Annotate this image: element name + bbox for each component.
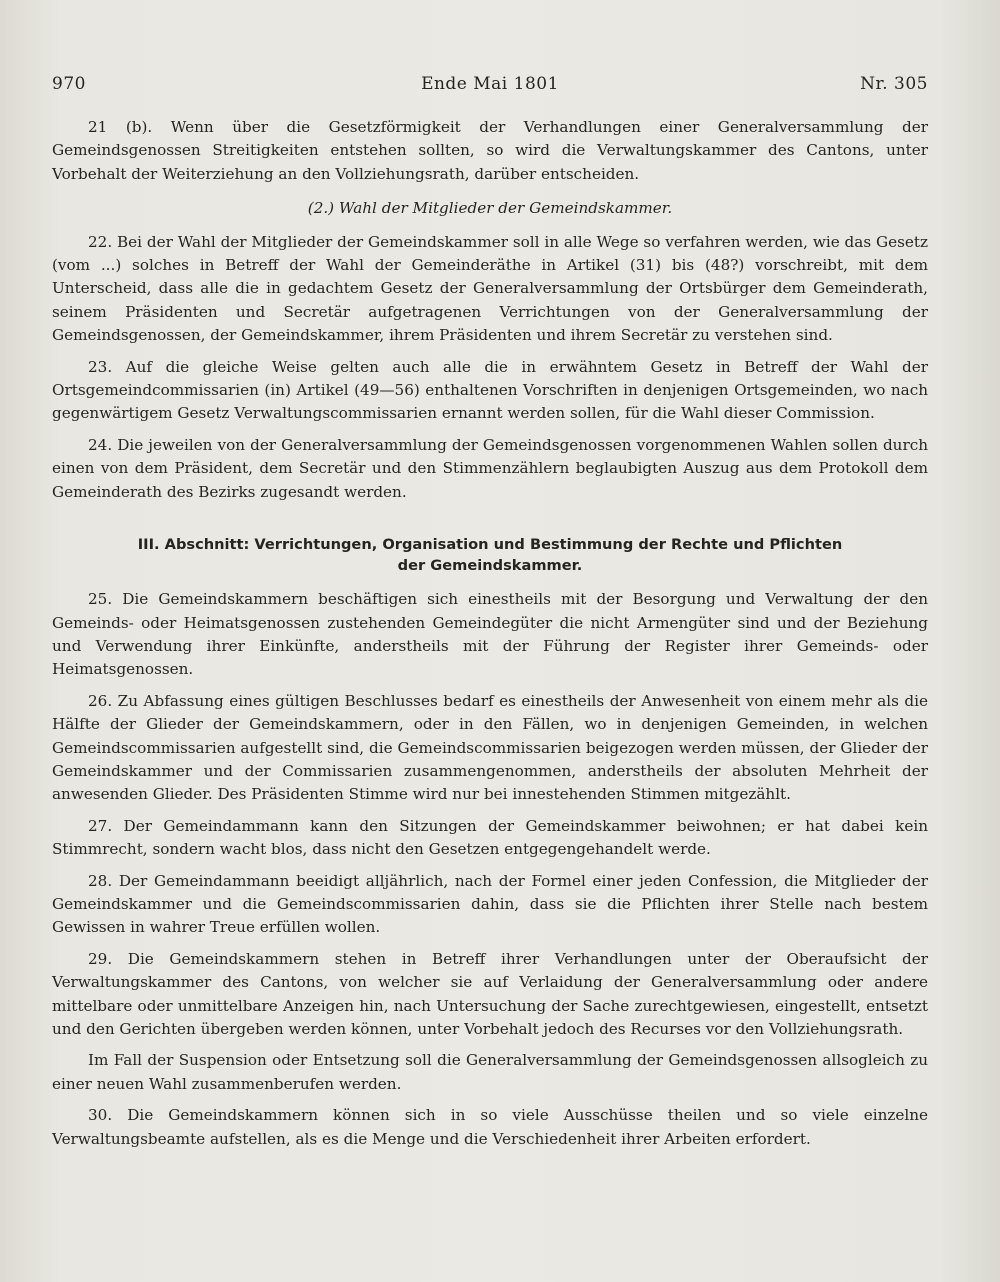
paragraph-26: 26. Zu Abfassung eines gültigen Beschlusses bedarf es einestheils der Anwesenheit von einem mehr als die Hälfte der Glieder der Gemeindskammern, oder in den Fällen, wo in denjenigen Gemeinden, in welchen Gemeindscommissarien aufgestellt sind, die Gemeindscommissarien beigezogen werden müssen, der Glieder der Gemeindskammer und der Commissarien zusammengenommen, anderstheils der absoluten Mehrheit der anwesenden Glieder. Des Präsidenten Stimme wird nur bei innestehenden Stimmen mitgezählt. xyxy=(52,691,928,804)
paragraph-25: 25. Die Gemeindskammern beschäftigen sich einestheils mit der Besorgung und Verwaltung der den Gemeinds- oder Heimatsgenossen zustehenden Gemeindegüter die nicht Armengüter sind und der Beziehung und Verwendung ihrer Einkünfte, anderstheils mit der Führung der Register ihrer Gemeinds- oder Heimatsgenossen. xyxy=(52,590,928,679)
paragraph-28: 28. Der Gemeindammann beeidigt alljährlich, nach der Formel einer jeden Confession, die Mitglieder der Gemeindskammer und die Gemeindscommissarien dahin, dass sie die Pflichten ihrer Stelle nach bestem Gewissen in wahrer Treue erfüllen wollen. xyxy=(52,871,928,937)
paragraph-27: 27. Der Gemeindammann kann den Sitzungen der Gemeindskammer beiwohnen; er hat dabei kein Stimmrecht, sondern wacht blos, dass nicht den Gesetzen entgegengehandelt werde. xyxy=(52,816,928,859)
section-heading xyxy=(92,534,888,576)
subheading: (2.) Wahl der Mitglieder der Gemeindskammer. xyxy=(307,199,673,218)
page-body xyxy=(52,116,928,1159)
section-heading-line-2: der Gemeindskammer. xyxy=(397,557,583,575)
document-number: Nr. 305 xyxy=(860,74,928,94)
paragraph-29-continuation: Im Fall der Suspension oder Entsetzung soll die Generalversammlung der Gemeindsgenossen allsogleich zu einer neuen Wahl zusammenberufen werden. xyxy=(52,1051,928,1093)
section-heading-line-1: III. Abschnitt: Verrichtungen, Organisation und Bestimmung der Rechte und Pflichten xyxy=(137,536,843,554)
paragraph-29: 29. Die Gemeindskammern stehen in Betreff ihrer Verhandlungen unter der Oberaufsicht der Verwaltungskammer des Cantons, von welcher sie auf Verlaidung der Generalversammlung oder andere mittelbare oder unmittelbare Anzeigen hin, nach Untersuchung der Sache zurechtgewiesen, eingestellt, entsetzt und den Gerichten übergeben werden können, unter Vorbehalt jedoch des Recurses vor den Vollziehungsrath. xyxy=(52,949,928,1038)
paragraph-24: 24. Die jeweilen von der Generalversammlung der Gemeindsgenossen vorgenommenen Wahlen sollen durch einen von dem Präsident, dem Secretär und den Stimmenzählern beglaubigten Auszug aus dem Protokoll dem Gemeinderath des Bezirks zugesandt werden. xyxy=(52,435,928,501)
page-header xyxy=(52,74,928,104)
paragraph-21b: 21 (b). Wenn über die Gesetzförmigkeit der Verhandlungen einer Generalversammlung der Gemeindsgenossen Streitigkeiten entstehen sollten, so wird die Verwaltungskammer des Cantons, unter Vorbehalt der Weiterziehung an den Vollziehungsrath, darüber entscheiden. xyxy=(52,118,928,183)
running-title-date: Ende Mai 1801 xyxy=(421,74,559,94)
paragraph-30: 30. Die Gemeindskammern können sich in so viele Ausschüsse theilen und so viele einzelne Verwaltungsbeamte aufstellen, als es die Menge und die Verschiedenheit ihrer Arbeiten erfordert. xyxy=(52,1106,928,1148)
paragraph-22: 22. Bei der Wahl der Mitglieder der Gemeindskammer soll in alle Wege so verfahren werden, wie das Gesetz (vom ...) solches in Betreff der Wahl der Gemeinderäthe in Artikel (31) bis (48?) vorschreibt, mit dem Unterscheid, dass alle die in gedachtem Gesetz der Generalversammlung der Ortsbürger dem Gemeinderath, seinem Präsidenten und Secretär aufgetragenen Verrichtungen von der Generalversammlung der Gemeindsgenossen, der Gemeindskammer, ihrem Präsidenten und ihrem Secretär zu verstehen sind. xyxy=(52,232,928,345)
paragraph-23: 23. Auf die gleiche Weise gelten auch alle die in erwähntem Gesetz in Betreff der Wahl der Ortsgemeindcommissarien (in) Artikel (49—56) enthaltenen Vorschriften in denjenigen Ortsgemeinden, wo nach gegenwärtigem Gesetz Verwaltungscommissarien ernannt werden sollen, für die Wahl dieser Commission. xyxy=(52,357,928,423)
page-number: 970 xyxy=(52,74,86,94)
